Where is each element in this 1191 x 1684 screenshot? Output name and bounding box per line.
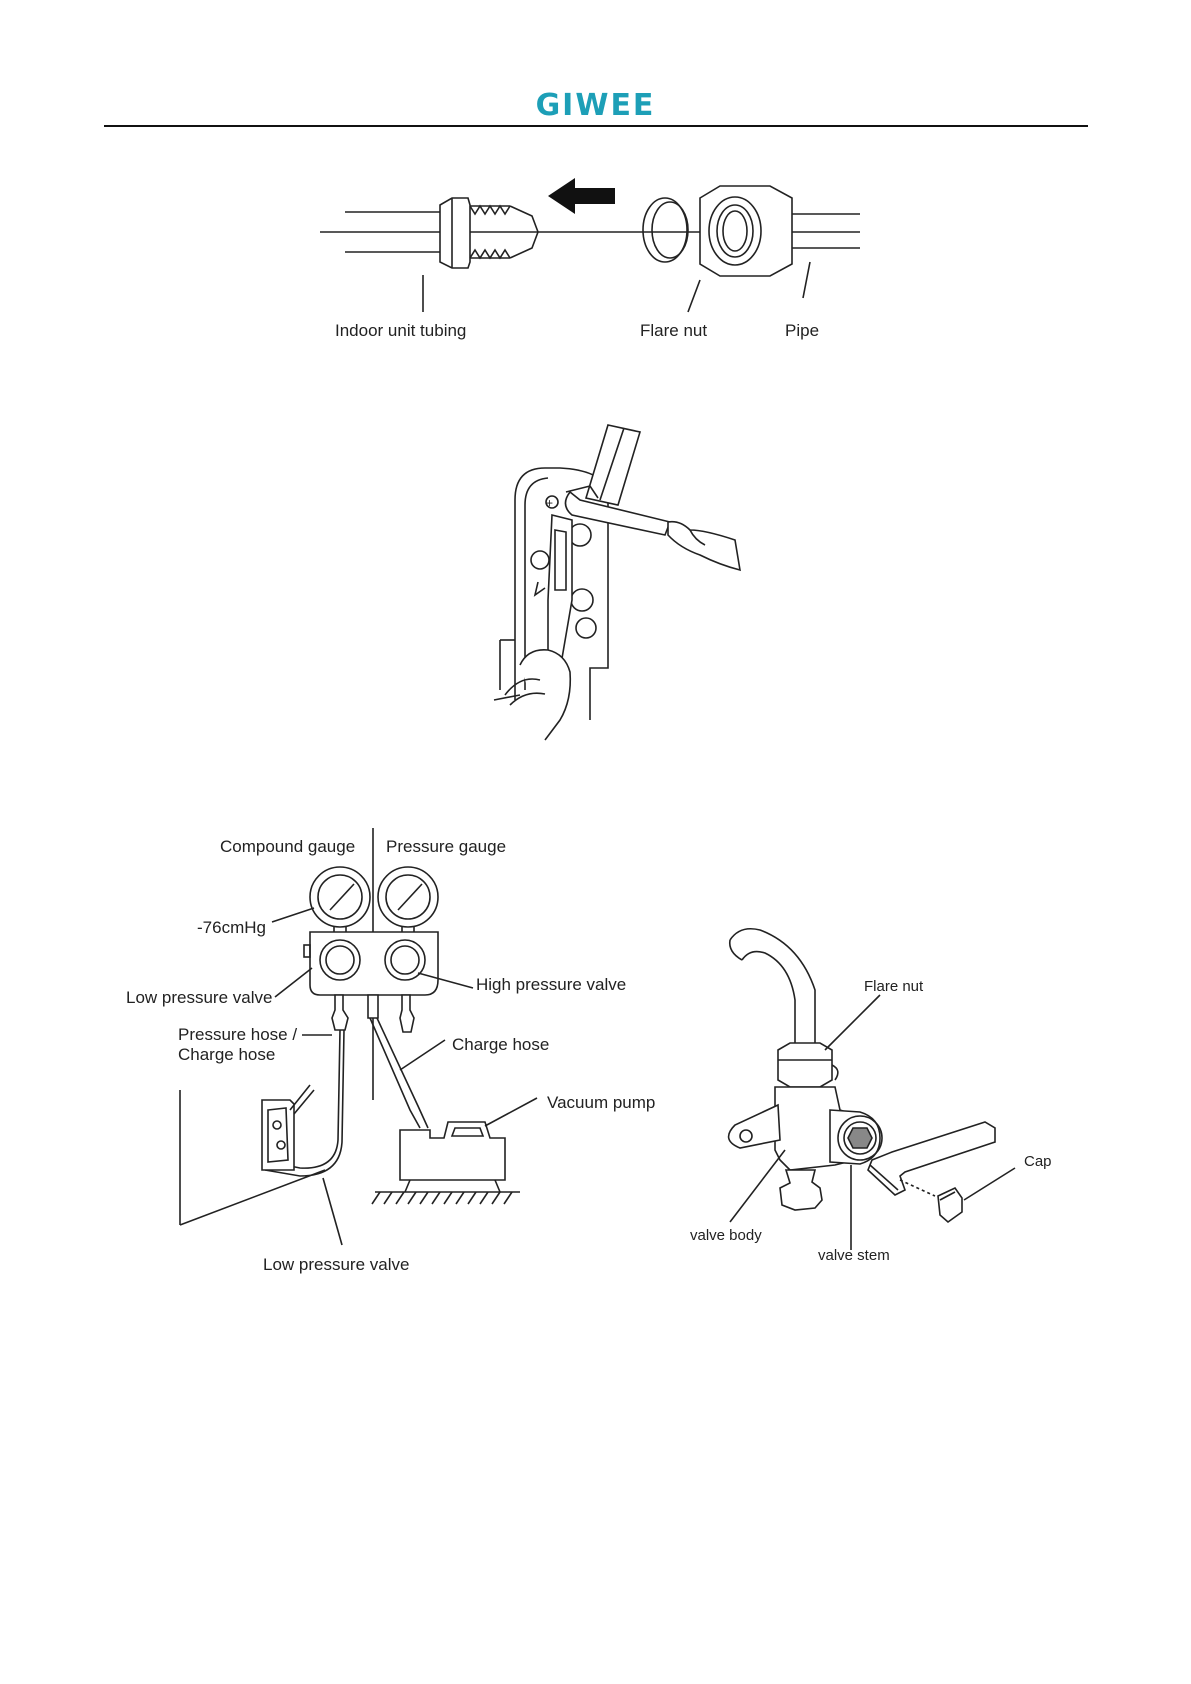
label-pressure-hose-2: Charge hose: [178, 1045, 276, 1064]
label-flare-nut-2: Flare nut: [864, 978, 924, 995]
label-charge-hose: Charge hose: [452, 1035, 550, 1054]
label-valve-stem: valve stem: [818, 1247, 890, 1264]
label-cap: Cap: [1024, 1153, 1052, 1170]
label-valve-body: valve body: [690, 1227, 762, 1244]
figure-service-valve: [729, 929, 1015, 1250]
label-low-pressure-valve: Low pressure valve: [126, 988, 273, 1007]
label-gauge-reading: -76cmHg: [197, 918, 266, 937]
label-low-pressure-valve-bottom: Low pressure valve: [263, 1255, 410, 1274]
label-pipe: Pipe: [785, 321, 820, 340]
label-vacuum-pump: Vacuum pump: [547, 1093, 656, 1112]
label-indoor-unit-tubing: Indoor unit tubing: [335, 321, 467, 340]
label-compound-gauge: Compound gauge: [220, 837, 356, 856]
figure-flare-connection: [320, 178, 860, 312]
brand-logo: GIWEE: [535, 88, 656, 123]
svg-text:+: +: [546, 496, 554, 510]
label-high-pressure-valve: High pressure valve: [476, 975, 627, 994]
label-pressure-gauge: Pressure gauge: [386, 837, 507, 856]
figure-wrench-tightening: [494, 425, 740, 740]
label-pressure-hose: Pressure hose /: [178, 1025, 298, 1044]
label-flare-nut-1: Flare nut: [640, 321, 708, 340]
direction-arrow-icon: [548, 178, 615, 214]
